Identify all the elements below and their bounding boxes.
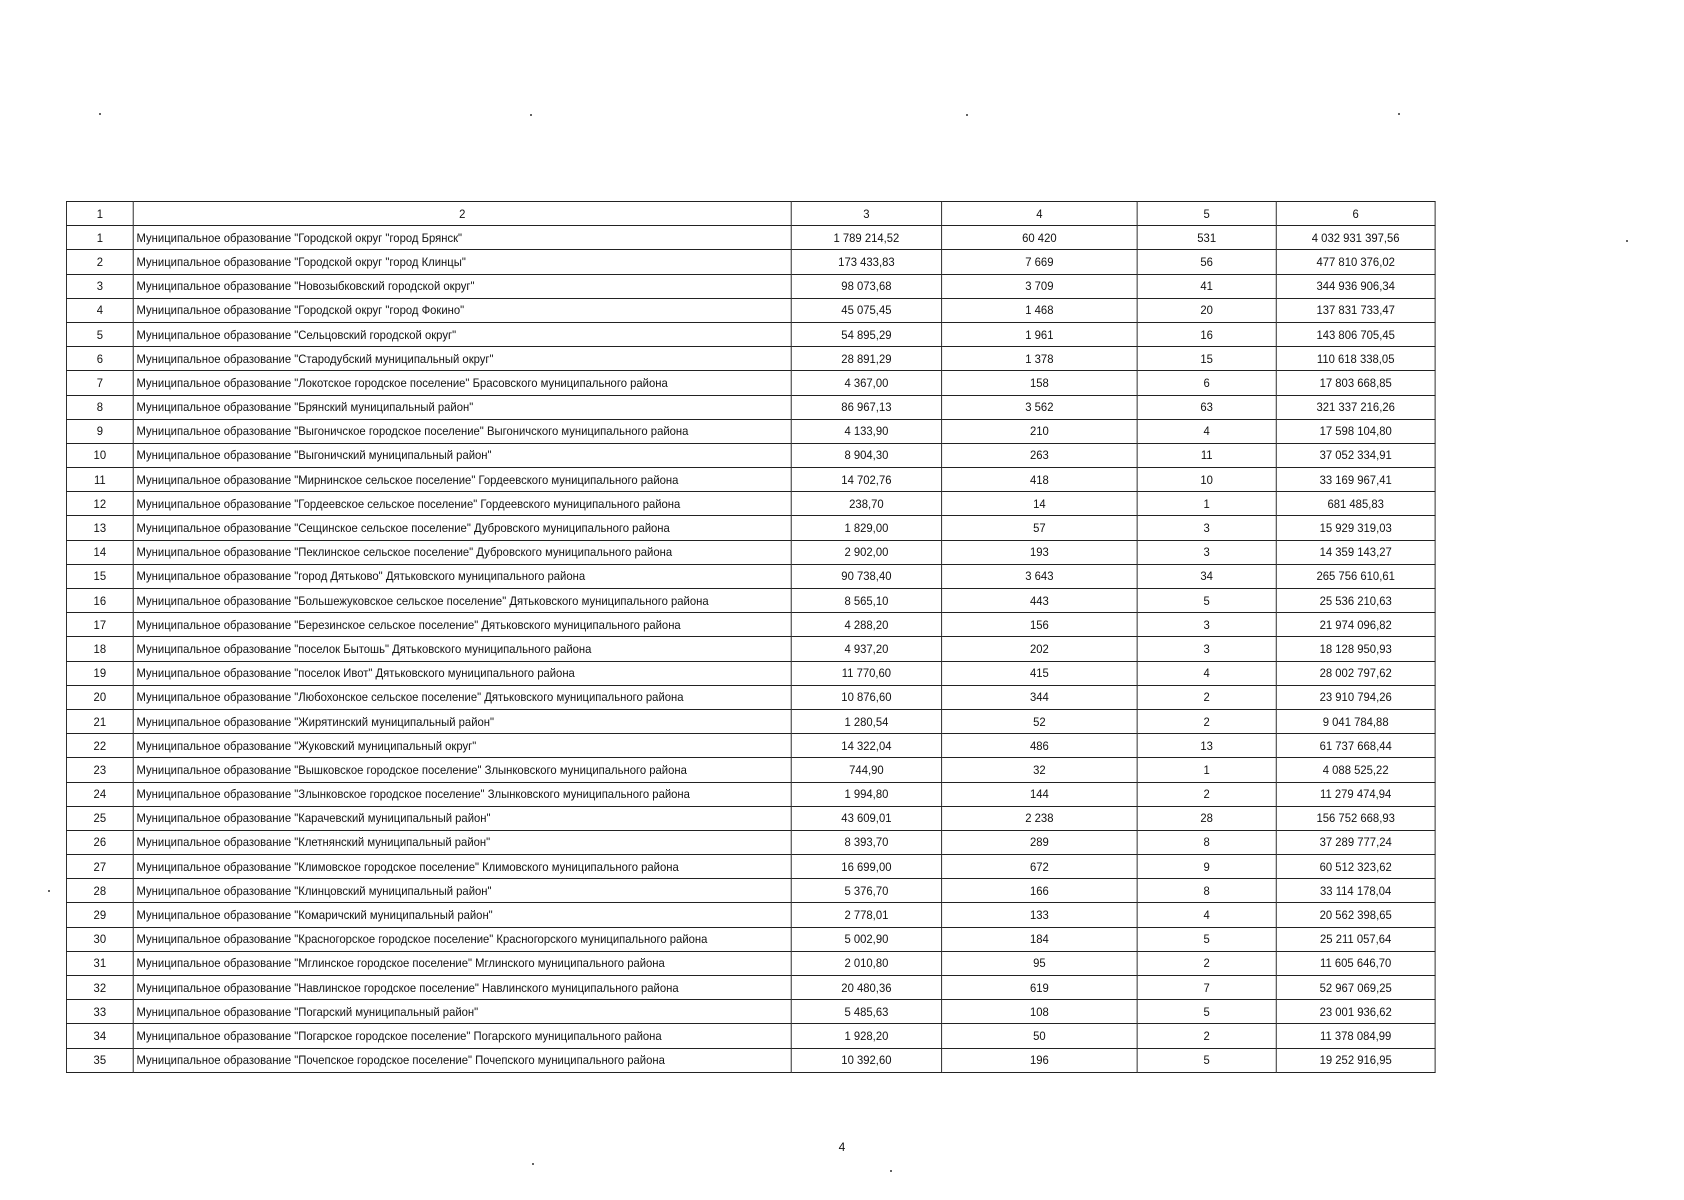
municipality-name: Муниципальное образование "Большежуковское сельское поселение" Дятьковского муниципального района bbox=[133, 589, 791, 613]
row-number: 34 bbox=[66, 1024, 133, 1048]
value-col-5: 10 bbox=[1137, 468, 1276, 492]
value-col-4: 415 bbox=[942, 661, 1138, 685]
value-col-3: 4 367,00 bbox=[791, 371, 941, 395]
table-row bbox=[66, 395, 1435, 419]
value-col-6: 20 562 398,65 bbox=[1276, 903, 1435, 927]
municipality-name: Муниципальное образование "Карачевский муниципальный район" bbox=[133, 806, 791, 830]
value-col-5: 56 bbox=[1137, 250, 1276, 274]
scan-speck bbox=[48, 890, 50, 892]
municipality-name: Муниципальное образование "поселок Ивот" Дятьковского муниципального района bbox=[133, 661, 791, 685]
value-col-3: 5 485,63 bbox=[791, 1000, 941, 1024]
value-col-5: 2 bbox=[1137, 685, 1276, 709]
table-row bbox=[66, 830, 1435, 854]
row-number: 26 bbox=[66, 830, 133, 854]
column-header-1: 1 bbox=[66, 202, 133, 226]
table-row bbox=[66, 613, 1435, 637]
value-col-6: 37 052 334,91 bbox=[1276, 443, 1435, 467]
value-col-4: 57 bbox=[942, 516, 1138, 540]
value-col-3: 43 609,01 bbox=[791, 806, 941, 830]
value-col-5: 2 bbox=[1137, 951, 1276, 975]
municipality-name: Муниципальное образование "Мирнинское сельское поселение" Гордеевского муниципального района bbox=[133, 468, 791, 492]
value-col-3: 14 322,04 bbox=[791, 734, 941, 758]
table-row bbox=[66, 976, 1435, 1000]
value-col-6: 681 485,83 bbox=[1276, 492, 1435, 516]
value-col-5: 3 bbox=[1137, 613, 1276, 637]
row-number: 8 bbox=[66, 395, 133, 419]
municipality-name: Муниципальное образование "Жирятинский муниципальный район" bbox=[133, 709, 791, 733]
value-col-5: 63 bbox=[1137, 395, 1276, 419]
value-col-4: 3 643 bbox=[942, 564, 1138, 588]
value-col-6: 477 810 376,02 bbox=[1276, 250, 1435, 274]
row-number: 23 bbox=[66, 758, 133, 782]
table-row bbox=[66, 637, 1435, 661]
value-col-4: 158 bbox=[942, 371, 1138, 395]
column-header-4: 4 bbox=[942, 202, 1138, 226]
table-row bbox=[66, 903, 1435, 927]
row-number: 35 bbox=[66, 1048, 133, 1072]
municipality-name: Муниципальное образование "Вышковское городское поселение" Злынковского муниципального района bbox=[133, 758, 791, 782]
row-number: 17 bbox=[66, 613, 133, 637]
value-col-4: 50 bbox=[942, 1024, 1138, 1048]
row-number: 11 bbox=[66, 468, 133, 492]
value-col-5: 8 bbox=[1137, 830, 1276, 854]
scan-speck bbox=[966, 114, 968, 116]
page-number: 4 bbox=[838, 1140, 846, 1154]
municipality-name: Муниципальное образование "Выгоничский муниципальный район" bbox=[133, 443, 791, 467]
value-col-3: 16 699,00 bbox=[791, 855, 941, 879]
row-number: 1 bbox=[66, 226, 133, 250]
municipality-name: Муниципальное образование "Сельцовский городской округ" bbox=[133, 322, 791, 346]
row-number: 5 bbox=[66, 322, 133, 346]
value-col-3: 11 770,60 bbox=[791, 661, 941, 685]
municipality-name: Муниципальное образование "Березинское сельское поселение" Дятьковского муниципального района bbox=[133, 613, 791, 637]
table-row bbox=[66, 419, 1435, 443]
table-row bbox=[66, 951, 1435, 975]
municipality-name: Муниципальное образование "Новозыбковский городской округ" bbox=[133, 274, 791, 298]
row-number: 20 bbox=[66, 685, 133, 709]
municipality-name: Муниципальное образование "Брянский муниципальный район" bbox=[133, 395, 791, 419]
row-number: 9 bbox=[66, 419, 133, 443]
row-number: 6 bbox=[66, 347, 133, 371]
value-col-5: 531 bbox=[1137, 226, 1276, 250]
table-row bbox=[66, 927, 1435, 951]
value-col-3: 8 565,10 bbox=[791, 589, 941, 613]
value-col-4: 196 bbox=[942, 1048, 1138, 1072]
value-col-4: 263 bbox=[942, 443, 1138, 467]
row-number: 18 bbox=[66, 637, 133, 661]
scan-speck bbox=[1626, 240, 1628, 242]
value-col-5: 13 bbox=[1137, 734, 1276, 758]
value-col-5: 16 bbox=[1137, 322, 1276, 346]
value-col-5: 4 bbox=[1137, 661, 1276, 685]
table-row bbox=[66, 855, 1435, 879]
table-row bbox=[66, 1024, 1435, 1048]
row-number: 22 bbox=[66, 734, 133, 758]
value-col-5: 5 bbox=[1137, 927, 1276, 951]
value-col-4: 133 bbox=[942, 903, 1138, 927]
value-col-6: 4 032 931 397,56 bbox=[1276, 226, 1435, 250]
value-col-4: 210 bbox=[942, 419, 1138, 443]
value-col-3: 2 010,80 bbox=[791, 951, 941, 975]
row-number: 14 bbox=[66, 540, 133, 564]
table-row bbox=[66, 758, 1435, 782]
value-col-6: 21 974 096,82 bbox=[1276, 613, 1435, 637]
value-col-6: 19 252 916,95 bbox=[1276, 1048, 1435, 1072]
value-col-3: 2 902,00 bbox=[791, 540, 941, 564]
row-number: 7 bbox=[66, 371, 133, 395]
municipality-name: Муниципальное образование "Локотское городское поселение" Брасовского муниципального района bbox=[133, 371, 791, 395]
municipality-name: Муниципальное образование "Пеклинское сельское поселение" Дубровского муниципального района bbox=[133, 540, 791, 564]
municipality-name: Муниципальное образование "Городской округ "город Клинцы" bbox=[133, 250, 791, 274]
value-col-6: 9 041 784,88 bbox=[1276, 709, 1435, 733]
value-col-4: 202 bbox=[942, 637, 1138, 661]
value-col-5: 1 bbox=[1137, 492, 1276, 516]
municipality-name: Муниципальное образование "Жуковский муниципальный округ" bbox=[133, 734, 791, 758]
value-col-3: 8 904,30 bbox=[791, 443, 941, 467]
value-col-6: 11 378 084,99 bbox=[1276, 1024, 1435, 1048]
value-col-3: 744,90 bbox=[791, 758, 941, 782]
value-col-4: 166 bbox=[942, 879, 1138, 903]
value-col-6: 143 806 705,45 bbox=[1276, 322, 1435, 346]
value-col-3: 45 075,45 bbox=[791, 298, 941, 322]
value-col-6: 25 211 057,64 bbox=[1276, 927, 1435, 951]
value-col-3: 5 376,70 bbox=[791, 879, 941, 903]
value-col-6: 33 169 967,41 bbox=[1276, 468, 1435, 492]
municipality-name: Муниципальное образование "город Дятьково" Дятьковского муниципального района bbox=[133, 564, 791, 588]
value-col-6: 25 536 210,63 bbox=[1276, 589, 1435, 613]
municipality-name: Муниципальное образование "Гордеевское сельское поселение" Гордеевского муниципального района bbox=[133, 492, 791, 516]
value-col-4: 7 669 bbox=[942, 250, 1138, 274]
column-header-3: 3 bbox=[791, 202, 941, 226]
row-number: 33 bbox=[66, 1000, 133, 1024]
value-col-3: 20 480,36 bbox=[791, 976, 941, 1000]
table-row bbox=[66, 250, 1435, 274]
table-row bbox=[66, 1000, 1435, 1024]
row-number: 32 bbox=[66, 976, 133, 1000]
value-col-3: 8 393,70 bbox=[791, 830, 941, 854]
value-col-6: 23 001 936,62 bbox=[1276, 1000, 1435, 1024]
table-row bbox=[66, 322, 1435, 346]
value-col-5: 41 bbox=[1137, 274, 1276, 298]
value-col-3: 1 829,00 bbox=[791, 516, 941, 540]
scan-speck bbox=[530, 114, 532, 116]
value-col-5: 28 bbox=[1137, 806, 1276, 830]
value-col-6: 4 088 525,22 bbox=[1276, 758, 1435, 782]
table-row bbox=[66, 468, 1435, 492]
municipality-name: Муниципальное образование "Почепское городское поселение" Почепского муниципального района bbox=[133, 1048, 791, 1072]
table-row bbox=[66, 443, 1435, 467]
value-col-4: 32 bbox=[942, 758, 1138, 782]
table-row bbox=[66, 782, 1435, 806]
value-col-6: 28 002 797,62 bbox=[1276, 661, 1435, 685]
value-col-4: 443 bbox=[942, 589, 1138, 613]
value-col-4: 1 378 bbox=[942, 347, 1138, 371]
municipal-data-table bbox=[66, 201, 1436, 1073]
value-col-3: 28 891,29 bbox=[791, 347, 941, 371]
row-number: 15 bbox=[66, 564, 133, 588]
value-col-6: 11 279 474,94 bbox=[1276, 782, 1435, 806]
value-col-6: 60 512 323,62 bbox=[1276, 855, 1435, 879]
value-col-6: 110 618 338,05 bbox=[1276, 347, 1435, 371]
municipality-name: Муниципальное образование "Выгоничское городское поселение" Выгоничского муниципального района bbox=[133, 419, 791, 443]
row-number: 21 bbox=[66, 709, 133, 733]
municipality-name: Муниципальное образование "Злынковское городское поселение" Злынковского муниципального района bbox=[133, 782, 791, 806]
table-body bbox=[66, 226, 1435, 1073]
value-col-4: 52 bbox=[942, 709, 1138, 733]
value-col-4: 193 bbox=[942, 540, 1138, 564]
column-header-6: 6 bbox=[1276, 202, 1435, 226]
row-number: 31 bbox=[66, 951, 133, 975]
value-col-6: 156 752 668,93 bbox=[1276, 806, 1435, 830]
row-number: 16 bbox=[66, 589, 133, 613]
value-col-5: 2 bbox=[1137, 709, 1276, 733]
municipality-name: Муниципальное образование "Погарский муниципальный район" bbox=[133, 1000, 791, 1024]
value-col-3: 90 738,40 bbox=[791, 564, 941, 588]
table-row bbox=[66, 347, 1435, 371]
value-col-5: 4 bbox=[1137, 419, 1276, 443]
value-col-4: 95 bbox=[942, 951, 1138, 975]
value-col-5: 8 bbox=[1137, 879, 1276, 903]
value-col-3: 1 994,80 bbox=[791, 782, 941, 806]
scan-speck bbox=[99, 113, 101, 115]
value-col-4: 486 bbox=[942, 734, 1138, 758]
table-row bbox=[66, 806, 1435, 830]
value-col-3: 1 928,20 bbox=[791, 1024, 941, 1048]
value-col-4: 3 709 bbox=[942, 274, 1138, 298]
value-col-6: 265 756 610,61 bbox=[1276, 564, 1435, 588]
value-col-5: 34 bbox=[1137, 564, 1276, 588]
scan-speck bbox=[1398, 113, 1400, 115]
row-number: 27 bbox=[66, 855, 133, 879]
table-header-row bbox=[66, 202, 1435, 226]
value-col-5: 5 bbox=[1137, 1048, 1276, 1072]
value-col-5: 1 bbox=[1137, 758, 1276, 782]
scan-speck bbox=[890, 1170, 892, 1172]
row-number: 19 bbox=[66, 661, 133, 685]
value-col-4: 60 420 bbox=[942, 226, 1138, 250]
table-row bbox=[66, 274, 1435, 298]
value-col-6: 33 114 178,04 bbox=[1276, 879, 1435, 903]
value-col-3: 4 288,20 bbox=[791, 613, 941, 637]
column-header-5: 5 bbox=[1137, 202, 1276, 226]
value-col-3: 238,70 bbox=[791, 492, 941, 516]
value-col-5: 3 bbox=[1137, 637, 1276, 661]
table-row bbox=[66, 661, 1435, 685]
value-col-4: 3 562 bbox=[942, 395, 1138, 419]
value-col-6: 344 936 906,34 bbox=[1276, 274, 1435, 298]
value-col-6: 61 737 668,44 bbox=[1276, 734, 1435, 758]
municipality-name: Муниципальное образование "Городской округ "город Фокино" bbox=[133, 298, 791, 322]
municipality-name: Муниципальное образование "Сещинское сельское поселение" Дубровского муниципального района bbox=[133, 516, 791, 540]
value-col-5: 2 bbox=[1137, 782, 1276, 806]
value-col-6: 321 337 216,26 bbox=[1276, 395, 1435, 419]
value-col-4: 108 bbox=[942, 1000, 1138, 1024]
value-col-3: 10 876,60 bbox=[791, 685, 941, 709]
table-row bbox=[66, 564, 1435, 588]
table-row bbox=[66, 709, 1435, 733]
municipality-name: Муниципальное образование "Городской округ "город Брянск" bbox=[133, 226, 791, 250]
table-row bbox=[66, 371, 1435, 395]
table-row bbox=[66, 298, 1435, 322]
value-col-5: 4 bbox=[1137, 903, 1276, 927]
value-col-5: 2 bbox=[1137, 1024, 1276, 1048]
value-col-4: 184 bbox=[942, 927, 1138, 951]
value-col-5: 20 bbox=[1137, 298, 1276, 322]
value-col-3: 5 002,90 bbox=[791, 927, 941, 951]
value-col-3: 1 789 214,52 bbox=[791, 226, 941, 250]
table-row bbox=[66, 685, 1435, 709]
value-col-4: 619 bbox=[942, 976, 1138, 1000]
value-col-3: 1 280,54 bbox=[791, 709, 941, 733]
value-col-4: 1 468 bbox=[942, 298, 1138, 322]
value-col-3: 10 392,60 bbox=[791, 1048, 941, 1072]
table-row bbox=[66, 516, 1435, 540]
row-number: 28 bbox=[66, 879, 133, 903]
municipality-name: Муниципальное образование "Комаричский муниципальный район" bbox=[133, 903, 791, 927]
row-number: 13 bbox=[66, 516, 133, 540]
value-col-5: 5 bbox=[1137, 589, 1276, 613]
row-number: 4 bbox=[66, 298, 133, 322]
value-col-6: 17 803 668,85 bbox=[1276, 371, 1435, 395]
value-col-5: 11 bbox=[1137, 443, 1276, 467]
municipality-name: Муниципальное образование "Стародубский муниципальный округ" bbox=[133, 347, 791, 371]
row-number: 30 bbox=[66, 927, 133, 951]
table-row bbox=[66, 1048, 1435, 1072]
value-col-3: 2 778,01 bbox=[791, 903, 941, 927]
row-number: 3 bbox=[66, 274, 133, 298]
value-col-5: 7 bbox=[1137, 976, 1276, 1000]
value-col-5: 6 bbox=[1137, 371, 1276, 395]
municipality-name: Муниципальное образование "Клинцовский муниципальный район" bbox=[133, 879, 791, 903]
value-col-5: 15 bbox=[1137, 347, 1276, 371]
table-row bbox=[66, 540, 1435, 564]
row-number: 24 bbox=[66, 782, 133, 806]
table-row bbox=[66, 589, 1435, 613]
table-row bbox=[66, 492, 1435, 516]
row-number: 29 bbox=[66, 903, 133, 927]
municipality-name: Муниципальное образование "Мглинское городское поселение" Мглинского муниципального района bbox=[133, 951, 791, 975]
value-col-6: 11 605 646,70 bbox=[1276, 951, 1435, 975]
column-header-2: 2 bbox=[133, 202, 791, 226]
municipality-name: Муниципальное образование "поселок Бытошь" Дятьковского муниципального района bbox=[133, 637, 791, 661]
value-col-6: 15 929 319,03 bbox=[1276, 516, 1435, 540]
value-col-3: 173 433,83 bbox=[791, 250, 941, 274]
municipality-name: Муниципальное образование "Клетнянский муниципальный район" bbox=[133, 830, 791, 854]
municipality-name: Муниципальное образование "Погарское городское поселение" Погарского муниципального района bbox=[133, 1024, 791, 1048]
value-col-4: 14 bbox=[942, 492, 1138, 516]
value-col-4: 418 bbox=[942, 468, 1138, 492]
table-row bbox=[66, 879, 1435, 903]
municipality-name: Муниципальное образование "Климовское городское поселение" Климовского муниципального района bbox=[133, 855, 791, 879]
municipality-name: Муниципальное образование "Любохонское сельское поселение" Дятьковского муниципального района bbox=[133, 685, 791, 709]
value-col-4: 344 bbox=[942, 685, 1138, 709]
value-col-5: 3 bbox=[1137, 516, 1276, 540]
value-col-3: 14 702,76 bbox=[791, 468, 941, 492]
value-col-3: 4 937,20 bbox=[791, 637, 941, 661]
value-col-6: 17 598 104,80 bbox=[1276, 419, 1435, 443]
municipality-name: Муниципальное образование "Навлинское городское поселение" Навлинского муниципального района bbox=[133, 976, 791, 1000]
value-col-4: 156 bbox=[942, 613, 1138, 637]
value-col-6: 137 831 733,47 bbox=[1276, 298, 1435, 322]
value-col-4: 2 238 bbox=[942, 806, 1138, 830]
value-col-3: 4 133,90 bbox=[791, 419, 941, 443]
value-col-4: 144 bbox=[942, 782, 1138, 806]
value-col-3: 98 073,68 bbox=[791, 274, 941, 298]
value-col-5: 5 bbox=[1137, 1000, 1276, 1024]
row-number: 25 bbox=[66, 806, 133, 830]
row-number: 2 bbox=[66, 250, 133, 274]
row-number: 12 bbox=[66, 492, 133, 516]
value-col-6: 18 128 950,93 bbox=[1276, 637, 1435, 661]
table-row bbox=[66, 226, 1435, 250]
row-number: 10 bbox=[66, 443, 133, 467]
value-col-5: 3 bbox=[1137, 540, 1276, 564]
scan-speck bbox=[532, 1163, 534, 1165]
table-row bbox=[66, 734, 1435, 758]
value-col-3: 86 967,13 bbox=[791, 395, 941, 419]
value-col-3: 54 895,29 bbox=[791, 322, 941, 346]
value-col-4: 289 bbox=[942, 830, 1138, 854]
municipality-name: Муниципальное образование "Красногорское городское поселение" Красногорского муниципального района bbox=[133, 927, 791, 951]
value-col-4: 1 961 bbox=[942, 322, 1138, 346]
value-col-6: 23 910 794,26 bbox=[1276, 685, 1435, 709]
value-col-5: 9 bbox=[1137, 855, 1276, 879]
value-col-6: 37 289 777,24 bbox=[1276, 830, 1435, 854]
value-col-4: 672 bbox=[942, 855, 1138, 879]
value-col-6: 52 967 069,25 bbox=[1276, 976, 1435, 1000]
value-col-6: 14 359 143,27 bbox=[1276, 540, 1435, 564]
